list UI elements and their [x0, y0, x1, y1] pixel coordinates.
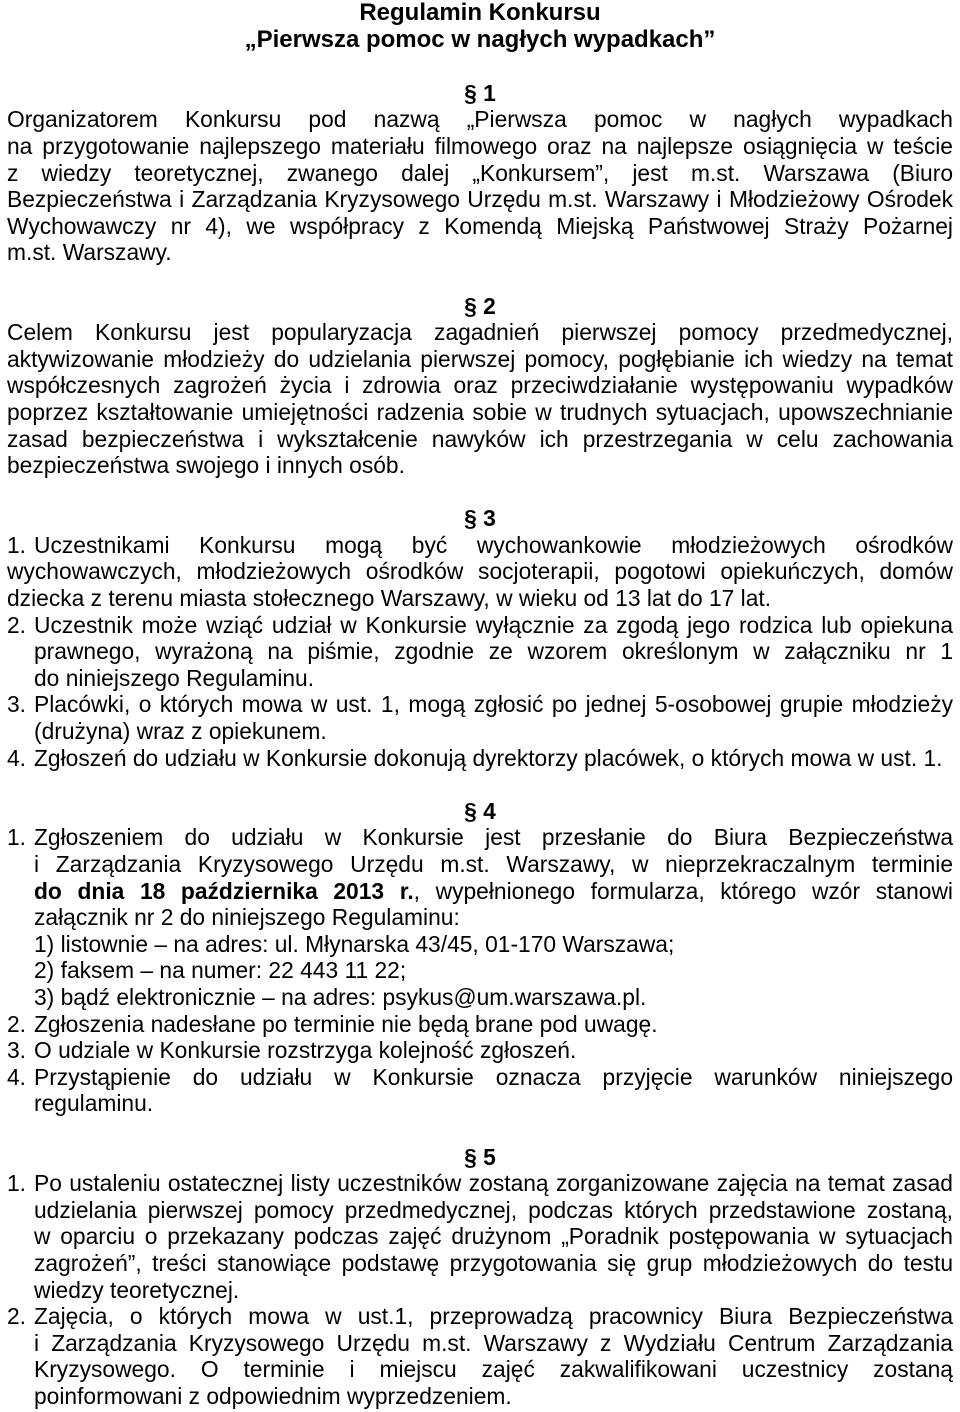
- section-heading: § 1: [464, 79, 496, 106]
- item-text: Uczestnikami Konkursu mogą być wychowankowie młodzieżowych ośrodków: [34, 531, 953, 558]
- text-line: (drużyna) wraz z opiekunem.: [34, 718, 327, 745]
- text-line: [7, 532, 953, 559]
- text-line: i Zarządzania Kryzysowego Urzędu m.st. Warszawy, w nieprzekraczalnym terminie: [34, 851, 953, 877]
- list-item: [7, 1037, 953, 1064]
- item-text: , wypełnionego formularza, którego wzór stanowi: [413, 877, 953, 904]
- text-line: dziecka z terenu miasta stołecznego Warszawy, w wieku od 13 lat do 17 lat.: [7, 585, 772, 612]
- blank-line: [7, 479, 953, 506]
- item-number: 3.: [7, 691, 27, 718]
- item-text: Zgłoszeniem do udziału w Konkursie jest przesłanie do Biura Bezpieczeństwa: [34, 824, 953, 851]
- section-4: [7, 798, 953, 1117]
- item-text: O udziale w Konkursie rozstrzyga kolejność zgłoszeń.: [34, 1037, 577, 1064]
- blank-line: [7, 771, 953, 798]
- item-text: Uczestnik może wziąć udział w Konkursie wyłącznie za zgodą jego rodzica lub opiekuna: [34, 611, 953, 638]
- text-line: [7, 691, 953, 718]
- paragraph: [7, 319, 953, 479]
- text-line: [7, 1011, 953, 1038]
- text-line: Kryzysowego. O terminie i miejscu zajęć zakwalifikowani uczestnicy zostaną: [34, 1356, 953, 1383]
- document-body: [7, 0, 953, 1409]
- section-heading: § 3: [464, 505, 496, 532]
- text-line: Celem Konkursu jest popularyzacja zagadnień pierwszej pomocy przedmedycznej,: [7, 319, 953, 346]
- section-5: [7, 1144, 953, 1410]
- text-line: prawnego, wyrażoną na piśmie, zgodnie ze wzorem określonym w załączniku nr 1: [34, 638, 953, 665]
- list-item: [7, 824, 953, 1010]
- list-item: [7, 1303, 953, 1409]
- text-line: poprzez kształtowanie umiejętności radzenia sobie w trudnych sytuacjach, upowszechnianie: [7, 398, 953, 425]
- submission-option-post: 1) listownie – na adres: ul. Młynarska 43/45, 01-170 Warszawa;: [34, 930, 675, 957]
- deadline-date: do dnia 18 października 2013 r.: [34, 877, 414, 904]
- text-line: [7, 1037, 953, 1064]
- text-line: Bezpieczeństwa i Zarządzania Kryzysowego Urzędu m.st. Warszawy i Młodzieżowy Ośrodek: [7, 186, 953, 213]
- item-number: 1.: [7, 824, 27, 851]
- list-item: [7, 1011, 953, 1038]
- text-line: do niniejszego Regulaminu.: [34, 664, 315, 691]
- text-line: bezpieczeństwa swojego i innych osób.: [7, 452, 405, 479]
- item-number: 4.: [7, 744, 27, 771]
- item-text: Zgłoszeń do udziału w Konkursie dokonują dyrektorzy placówek, o których mowa w ust. 1.: [34, 744, 943, 771]
- section-2: [7, 293, 953, 479]
- item-number: 3.: [7, 1037, 27, 1064]
- document-title: Regulamin Konkursu: [359, 0, 601, 26]
- list-item: [7, 1170, 953, 1303]
- item-number: 4.: [7, 1063, 27, 1090]
- text-line: regulaminu.: [34, 1090, 154, 1117]
- item-text: Zajęcia, o których mowa w ust.1, przeprowadzą pracownicy Biura Bezpieczeństwa: [34, 1303, 953, 1330]
- section-3: [7, 505, 953, 771]
- item-number: 2.: [7, 1010, 27, 1037]
- text-line: [7, 745, 953, 772]
- list-item: [7, 1064, 953, 1117]
- section-heading: § 5: [464, 1143, 496, 1170]
- text-line: m.st. Warszawy.: [7, 239, 172, 266]
- list-item: [7, 745, 953, 772]
- item-number: 2.: [7, 1303, 27, 1330]
- text-line: udzielania pierwszej pomocy przedmedycznej, podczas których przedstawione zostaną,: [34, 1196, 953, 1223]
- text-line: [7, 824, 953, 851]
- item-text: Zgłoszenia nadesłane po terminie nie będą brane pod uwagę.: [34, 1010, 658, 1037]
- paragraph: [7, 106, 953, 266]
- list-item: [7, 532, 953, 612]
- text-line: wychowawczych, młodzieżowych ośrodków socjoterapii, pogotowi opiekuńczych, domów: [7, 558, 953, 585]
- blank-line: [7, 1117, 953, 1144]
- text-line: z wiedzy teoretycznej, zwanego dalej „Konkursem”, jest m.st. Warszawa (Biuro: [7, 159, 953, 186]
- section-heading: § 2: [464, 292, 496, 319]
- text-line: [7, 1303, 953, 1330]
- text-line: współczesnych zagrożeń życia i zdrowia oraz przeciwdziałanie występowaniu wypadków: [7, 372, 953, 399]
- blank-line: [7, 266, 953, 293]
- text-line: w oparciu o przekazany podczas zajęć drużynom „Poradnik postępowania w sytuacjach: [34, 1223, 953, 1250]
- item-number: 1.: [7, 1170, 27, 1197]
- section-1: [7, 80, 953, 266]
- text-line: aktywizowanie młodzieży do udzielania pierwszej pomocy, pogłębianie ich wiedzy na temat: [7, 345, 953, 372]
- document-subtitle: „Pierwsza pomoc w nagłych wypadkach”: [244, 26, 716, 53]
- text-line: na przygotowanie najlepszego materiału filmowego oraz na najlepsze osiągnięcia w teście: [7, 132, 953, 159]
- text-line: poinformowani z odpowiednim wyprzedzeniem.: [34, 1382, 512, 1409]
- text-line: i Zarządzania Kryzysowego Urzędu m.st. Warszawy z Wydziału Centrum Zarządzania: [34, 1329, 953, 1356]
- text-line: zasad bezpieczeństwa i wykształcenie nawyków ich przestrzegania w celu zachowania: [7, 425, 953, 452]
- text-line: zagrożeń”, treści stanowiące podstawę przygotowania się grup młodzieżowych do testu: [34, 1249, 953, 1276]
- item-number: 2.: [7, 611, 27, 638]
- text-line: Organizatorem Konkursu pod nazwą „Pierwsza pomoc w nagłych wypadkach: [7, 106, 953, 133]
- item-text: Placówki, o których mowa w ust. 1, mogą zgłosić po jednej 5-osobowej grupie młodzieży: [34, 691, 953, 718]
- text-line: załącznik nr 2 do niniejszego Regulaminu:: [34, 904, 460, 931]
- item-text: Przystąpienie do udziału w Konkursie oznacza przyjęcie warunków niniejszego: [34, 1063, 953, 1090]
- section-heading: § 4: [464, 797, 496, 824]
- submission-option-email: 3) bądź elektronicznie – na adres: psykus@um.warszawa.pl.: [34, 983, 647, 1010]
- list-item: [7, 612, 953, 692]
- list-item: [7, 691, 953, 744]
- text-line: wiedzy teoretycznej.: [34, 1276, 240, 1303]
- blank-line: [7, 53, 953, 80]
- item-text: Po ustaleniu ostatecznej listy uczestników zostaną zorganizowane zajęcia na temat zasad: [34, 1170, 953, 1197]
- item-number: 1.: [7, 531, 27, 558]
- submission-option-fax: 2) faksem – na numer: 22 443 11 22;: [34, 957, 407, 984]
- text-line: [7, 1064, 953, 1091]
- text-line: [7, 878, 953, 905]
- text-line: [7, 612, 953, 639]
- text-line: Wychowawczy nr 4), we współpracy z Komendą Miejską Państwowej Straży Pożarnej: [7, 212, 953, 239]
- text-line: [7, 1170, 953, 1197]
